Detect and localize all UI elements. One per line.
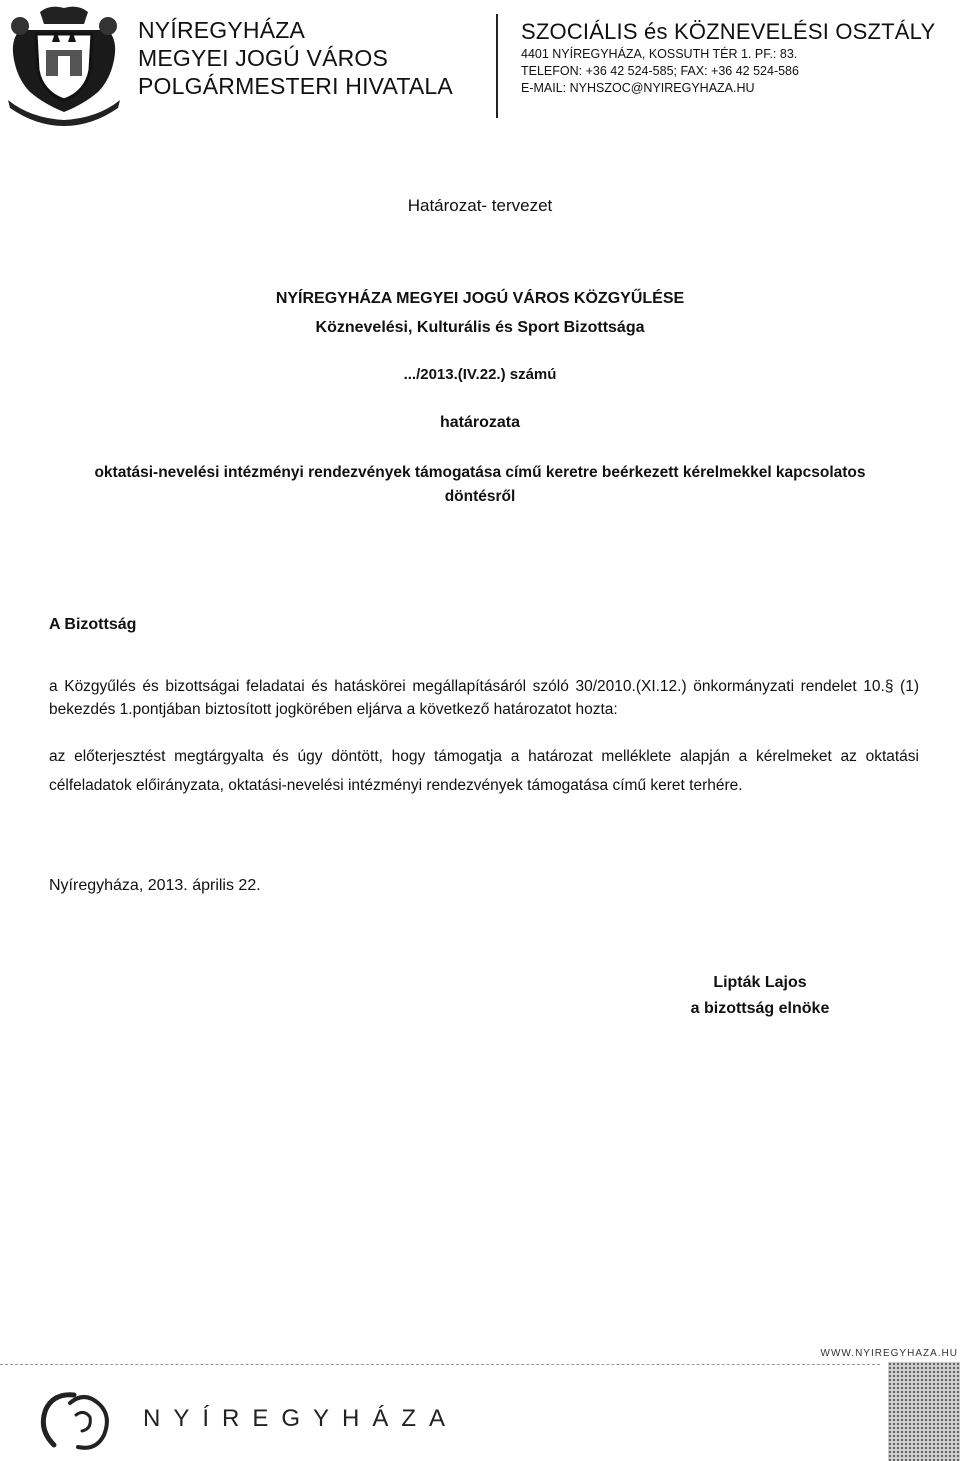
website-url: WWW.NYIREGYHAZA.HU xyxy=(820,1348,958,1359)
paragraph-decision: az előterjesztést megtárgyalta és úgy döntött, hogy támogatja a határozat melléklete alapján a kérelmeket az oktatási célfeladatok előirányzata, oktatási-nevelési intézményi rendezvények támogatása című keret terhére. xyxy=(49,748,919,794)
coat-of-arms-icon xyxy=(0,0,128,128)
department-phone: TELEFON: +36 42 524-585; FAX: +36 42 524-586 xyxy=(521,64,799,78)
org-line-1: NYÍREGYHÁZA xyxy=(138,17,306,43)
draft-label: Határozat- tervezet xyxy=(407,196,553,215)
signature-block xyxy=(600,970,920,1022)
department-title: SZOCIÁLIS és KÖZNEVELÉSI OSZTÁLY xyxy=(521,19,936,44)
org-line-3: POLGÁRMESTERI HIVATALA xyxy=(138,73,453,99)
assembly-title: NYÍREGYHÁZA MEGYEI JOGÚ VÁROS KÖZGYŰLÉSE xyxy=(275,290,685,307)
organization-name xyxy=(138,16,453,100)
city-name-wordmark: NYÍREGYHÁZA xyxy=(143,1405,459,1432)
signer-title: a bizottság elnöke xyxy=(690,1000,830,1017)
committee-title: Köznevelési, Kulturális és Sport Bizottsága xyxy=(315,319,645,336)
department-block xyxy=(521,18,935,97)
signer-name: Lipták Lajos xyxy=(713,974,807,991)
city-logo-icon xyxy=(30,1385,126,1457)
halftone-pattern xyxy=(888,1362,960,1461)
body-heading: A Bizottság xyxy=(49,616,137,633)
department-address: 4401 NYÍREGYHÁZA, KOSSUTH TÉR 1. PF.: 83. xyxy=(521,47,798,61)
paragraph-authority: a Közgyűlés és bizottságai feladatai és hatáskörei megállapításáról szóló 30/2010.(XI.12.) önkormányzati rendelet 10.§ (1) bekezdés 1.pontjában biztosított jogkörében eljárva a következő határozatot hozta: xyxy=(49,678,919,718)
org-line-2: MEGYEI JOGÚ VÁROS xyxy=(138,45,389,71)
department-email: E-MAIL: NYHSZOC@NYIREGYHAZA.HU xyxy=(521,81,755,95)
header-divider xyxy=(496,14,498,118)
decision-subject: oktatási-nevelési intézményi rendezvények támogatása című keretre beérkezett kérelmekkel kapcsolatos döntésről xyxy=(94,464,866,505)
place-and-date: Nyíregyháza, 2013. április 22. xyxy=(49,877,261,894)
decision-label: határozata xyxy=(439,414,521,431)
footer-divider xyxy=(0,1364,880,1365)
decision-number: .../2013.(IV.22.) számú xyxy=(403,366,557,383)
